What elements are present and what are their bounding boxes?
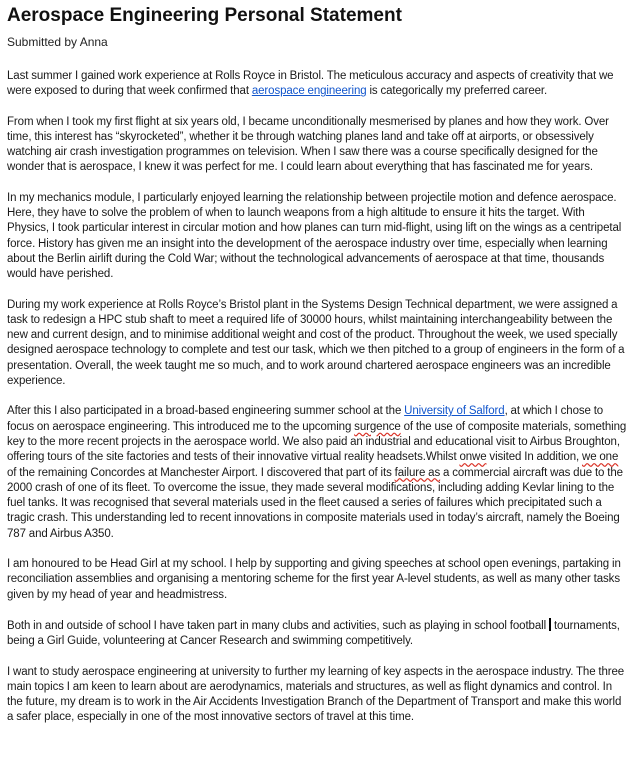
paragraph-5-text-b: , at which I chose to focus on aerospace engineering. This introduced me to the upcoming (7, 405, 604, 433)
paragraph-5-text-f: a commercial aircraft was due to the 2000 crash of one of its fleet. To overcome the issue, they made several modifications, including adding Kevlar lining to the fuel tanks. It was recognised that several materials used in the fleet caused a series of failures which precipitated such a tragic crash. This understanding led to recent innovations in composite materials used in today’s aircraft, namely the Boeing 787 and Airbus A350. (7, 466, 623, 540)
text-cursor (549, 618, 551, 631)
paragraph-6: I am honoured to be Head Girl at my school. I help by supporting and giving speeches at school open evenings, partaking in reconciliation assemblies and organising a mentoring scheme for the first year A-level students, as well as many other tasks given by my head of year and headmistress. (7, 558, 621, 601)
paragraph-5 (7, 404, 627, 542)
spellcheck-word[interactable]: failure as (394, 466, 441, 479)
paragraph-3: In my mechanics module, I particularly enjoyed learning the relationship between projectile motion and defence aerospace. Here, they have to solve the problem of when to launch weapons from a high altitude to ensure it hits the target. With Physics, I took particular interest in circular motion and how planes can turn mid-flight, using lift on the wings as a centripetal force. History has given me an insight into the development of the aerospace industry over time, especially when learning about the Berlin airlift during the Cold War; without the technological advancements of aerospace at that time, thousands would have perished. (7, 191, 622, 281)
paragraph-1-text-a: Last summer I gained work experience at Rolls Royce in Bristol. The meticulous accuracy and aspects of creativity that we were exposed to during that week confirmed that (7, 70, 614, 98)
byline: Submitted by Anna (7, 35, 108, 49)
spellcheck-word[interactable]: onwe (459, 451, 487, 464)
page-title: Aerospace Engineering Personal Statement (7, 5, 402, 26)
paragraph-4: During my work experience at Rolls Royce’s Bristol plant in the Systems Design Technical department, we were assigned a task to redesign a HPC stub shaft to meet a required life of 30000 hours, whilst maintaining interchangeability between the new and current design, and to minimise additional weight and cost of the product. Throughout the week, we used specially designed aerospace technology to complete and test our task, which we then pitched to a group of engineers in the form of a presentation. Overall, the week taught me so much, and to work around chartered aerospace engineers was an incredible experience. (7, 298, 625, 388)
paragraph-8: I want to study aerospace engineering at university to further my learning of key aspects in the aerospace industry. The three main topics I am keen to learn about are aerodynamics, materials and structures, as well as flight dynamics and control. In the future, my dream is to work in the Air Accidents Investigation Branch of the Department of Transport and make this world a safer place, especially in one of the most innovative sectors of travel at this time. (7, 665, 625, 724)
paragraph-5-text-c: of the use of composite materials, something key to the more recent projects in the aerospace world. We also paid an industrial and educational visit to Airbus Broughton, offering tours of the site factories and tests of their innovative virtual reality headsets.Whilst (7, 420, 627, 464)
paragraph-5-text-a: After this I also participated in a broad-based engineering summer school at the (7, 405, 405, 418)
paragraph-1 (7, 69, 627, 100)
paragraph-7 (7, 618, 627, 650)
paragraph-7-text: Both in and outside of school I have taken part in many clubs and activities, such as playing in school football tournaments, being a Girl Guide, volunteering at Cancer Research and swimming competitively. (7, 619, 620, 648)
paragraph-5-text-e: of the remaining Concordes at Manchester Airport. I discovered that part of its (7, 466, 395, 479)
paragraph-1-text-b: is categorically my preferred career. (366, 85, 548, 98)
paragraph-2: From when I took my first flight at six years old, I became unconditionally mesmerised by planes and how they work. Over time, this interest has “skyrocketed”, whether it be through watching planes land and take off at airports, or obsessively watching air crash investigation programmes on television. When I saw there was a course specifically designed for the wonder that is aerospace, I knew it was perfect for me. I could learn about everything that has fascinated me for years. (7, 115, 609, 174)
document (7, 4, 627, 741)
spellcheck-word[interactable]: we one (581, 451, 619, 464)
university-of-salford-link[interactable]: University of Salford (404, 405, 505, 418)
aerospace-engineering-link[interactable]: aerospace engineering (251, 85, 367, 98)
spellcheck-word[interactable]: surgence (354, 420, 401, 433)
paragraph-5-text-d: visited In addition, (486, 451, 582, 464)
